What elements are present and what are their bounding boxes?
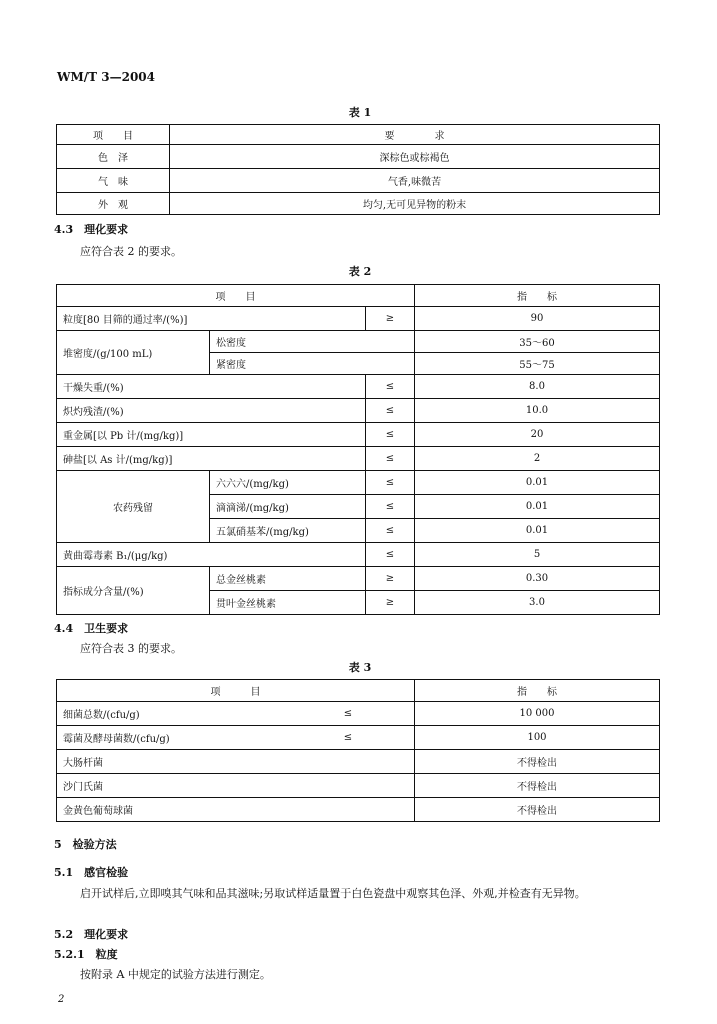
section-4-3-title: 4.3 理化要求 — [54, 223, 129, 236]
table3-head-item: 项 目 — [57, 680, 415, 702]
table2-cell: 重金属[以 Pb 计/(mg/kg)] — [57, 423, 366, 447]
table2-head-item: 项 目 — [57, 285, 415, 307]
table3-cell: 金黄色葡萄球菌 — [57, 798, 283, 822]
table2-cell: 指标成分含量/(%) — [57, 567, 210, 615]
table1-cell: 色 泽 — [57, 145, 170, 169]
page-number: 2 — [58, 994, 65, 1005]
table2-sub: 松密度 — [210, 331, 415, 353]
table2-value: 0.01 — [415, 495, 660, 519]
table3-cell: 霉菌及酵母菌数/(cfu/g) — [57, 726, 283, 750]
table2-value: 2 — [415, 447, 660, 471]
table2-cell: 黄曲霉毒素 B₁/(μg/kg) — [57, 543, 366, 567]
standard-code: WM/T 3—2004 — [57, 70, 155, 84]
table2-value: 10.0 — [415, 399, 660, 423]
table3-value: 不得检出 — [415, 798, 660, 822]
table2-sub: 总金丝桃素 — [210, 567, 366, 591]
table2-sub: 五氯硝基苯/(mg/kg) — [210, 519, 366, 543]
section-4-3-text: 应符合表 2 的要求。 — [80, 245, 182, 258]
table3-value: 10 000 — [415, 702, 660, 726]
section-5-title: 5 检验方法 — [54, 838, 117, 851]
table2-value: 8.0 — [415, 375, 660, 399]
table3-op — [282, 798, 415, 822]
table1-cell: 深棕色或棕褐色 — [170, 145, 660, 169]
table3-cell: 大肠杆菌 — [57, 750, 283, 774]
table2-value: 55～75 — [415, 353, 660, 375]
table3-caption: 表 3 — [348, 661, 372, 674]
table2-cell: 粒度[80 目筛的通过率/(%)] — [57, 307, 366, 331]
table3-op: ≤ — [282, 726, 415, 750]
table2-sub: 六六六/(mg/kg) — [210, 471, 366, 495]
table2-op: ≤ — [366, 543, 415, 567]
table2-sub: 紧密度 — [210, 353, 415, 375]
section-5-1-text: 启开试样后,立即嗅其气味和品其滋味;另取试样适量置于白色瓷盘中观察其色泽、外观,并检查有无异物。 — [80, 887, 586, 900]
table1-cell: 气 味 — [57, 169, 170, 193]
table1 — [56, 124, 660, 215]
table2-cell: 炽灼残渣/(%) — [57, 399, 366, 423]
table2-cell: 堆密度/(g/100 mL) — [57, 331, 210, 375]
table2-op: ≤ — [366, 447, 415, 471]
section-5-1-title: 5.1 感官检验 — [54, 866, 129, 879]
table2-sub: 滴滴涕/(mg/kg) — [210, 495, 366, 519]
table2-value: 5 — [415, 543, 660, 567]
table2-head-index: 指 标 — [415, 285, 660, 307]
section-5-2-1-text: 按附录 A 中规定的试验方法进行测定。 — [80, 968, 271, 981]
table2-op: ≤ — [366, 471, 415, 495]
table1-cell: 均匀,无可见异物的粉末 — [170, 193, 660, 215]
table1-head-item: 项 目 — [57, 125, 170, 145]
section-5-2-1-title: 5.2.1 粒度 — [54, 948, 118, 961]
section-4-4-title: 4.4 卫生要求 — [54, 622, 129, 635]
table2-value: 0.01 — [415, 471, 660, 495]
section-4-4-text: 应符合表 3 的要求。 — [80, 642, 182, 655]
table3-op: ≤ — [282, 702, 415, 726]
table3-value: 不得检出 — [415, 774, 660, 798]
table2-value: 35～60 — [415, 331, 660, 353]
table3-op — [282, 750, 415, 774]
table2-sub: 贯叶金丝桃素 — [210, 591, 366, 615]
table1-head-req: 要 求 — [170, 125, 660, 145]
table2 — [56, 284, 660, 615]
table2-value: 3.0 — [415, 591, 660, 615]
table3-head-index: 指 标 — [415, 680, 660, 702]
table2-op: ≤ — [366, 399, 415, 423]
table1-cell: 气香,味微苦 — [170, 169, 660, 193]
table1-cell: 外 观 — [57, 193, 170, 215]
table2-cell: 干燥失重/(%) — [57, 375, 366, 399]
table2-op: ≤ — [366, 375, 415, 399]
table3-value: 不得检出 — [415, 750, 660, 774]
table2-value: 90 — [415, 307, 660, 331]
table2-value: 20 — [415, 423, 660, 447]
table1-caption: 表 1 — [348, 106, 372, 119]
table3 — [56, 679, 660, 822]
table2-cell: 砷盐[以 As 计/(mg/kg)] — [57, 447, 366, 471]
table3-cell: 细菌总数/(cfu/g) — [57, 702, 283, 726]
table2-caption: 表 2 — [348, 265, 372, 278]
table3-value: 100 — [415, 726, 660, 750]
table2-value: 0.30 — [415, 567, 660, 591]
table2-cell: 农药残留 — [57, 471, 210, 543]
table2-value: 0.01 — [415, 519, 660, 543]
table2-op: ≥ — [366, 567, 415, 591]
table2-op: ≤ — [366, 519, 415, 543]
section-5-2-title: 5.2 理化要求 — [54, 928, 129, 941]
table2-op: ≤ — [366, 495, 415, 519]
table3-cell: 沙门氏菌 — [57, 774, 283, 798]
table2-op: ≥ — [366, 307, 415, 331]
table3-op — [282, 774, 415, 798]
table2-op: ≤ — [366, 423, 415, 447]
table2-op: ≥ — [366, 591, 415, 615]
